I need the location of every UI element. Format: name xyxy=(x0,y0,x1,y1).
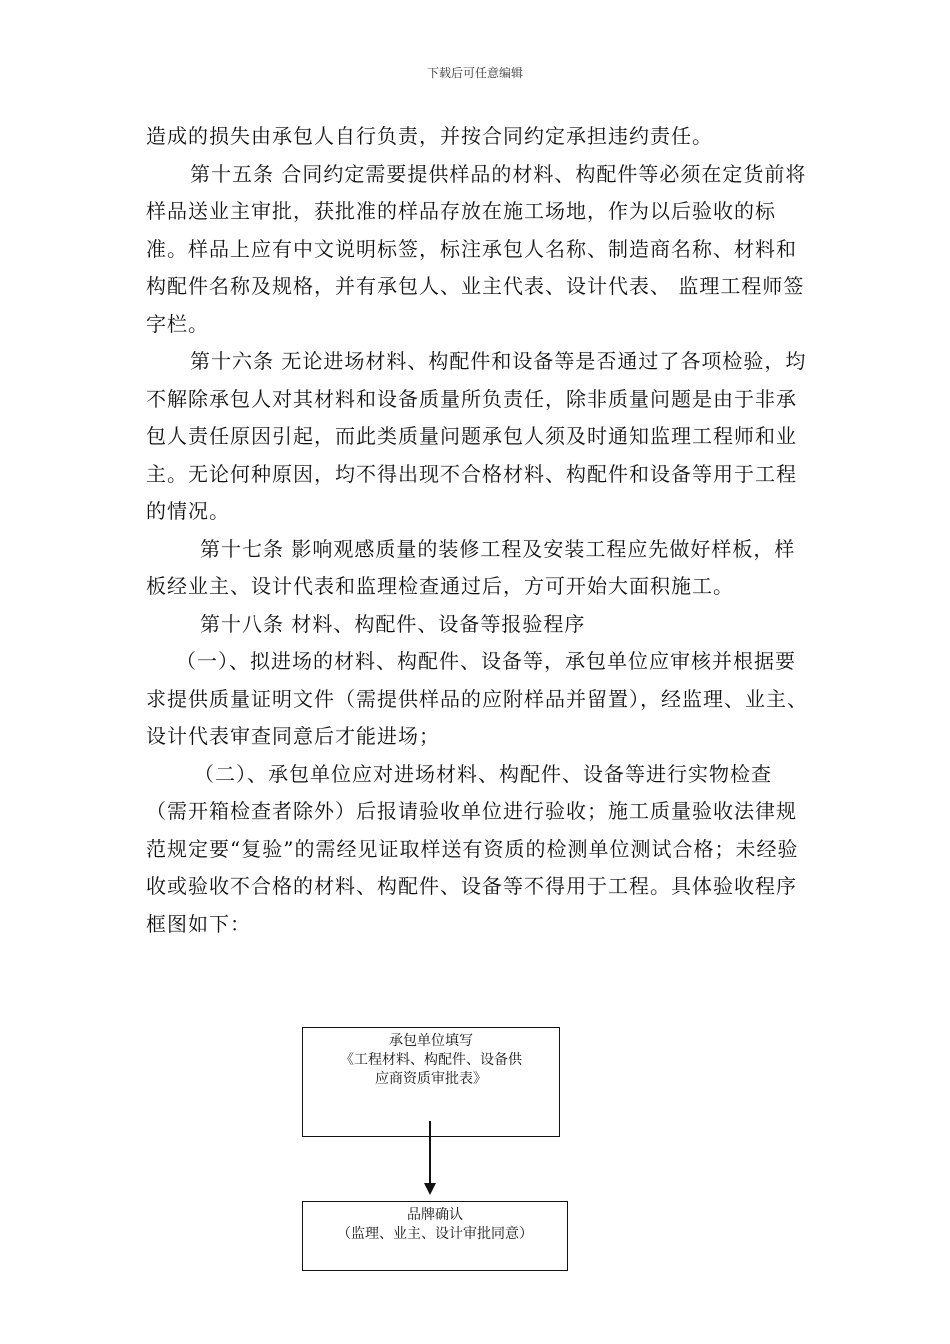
box1-line2: 《工程材料、构配件、设备供 xyxy=(340,1052,522,1068)
box1-line3: 应商资质审批表》 xyxy=(375,1071,487,1087)
paragraph-article-15: 第十五条 合同约定需要提供样品的材料、构配件等必须在定货前将样品送业主审批，获批准的样品存放在施工场地，作为以后验收的标准。样品上应有中文说明标签，标注承包人名称、制造商名称、材料和构配件名称及规格，并有承包人、业主代表、设计代表、 监理工程师签字栏。 xyxy=(146,161,807,336)
document-body xyxy=(146,118,808,943)
paragraph-item-2: （二）、承包单位应对进场材料、构配件、设备等进行实物检查（需开箱检查者除外）后报请验收单位进行验收；施工质量验收法律规范规定要“复验”的需经见证取样送有资质的检测单位测试合格；未经验收或验收不合格的材料、构配件、设备等不得用于工程。具体验收程序框图如下： xyxy=(146,761,799,936)
paragraph-article-18: 第十八条 材料、构配件、设备等报验程序 xyxy=(200,611,586,636)
flowchart-box-qualification-form xyxy=(302,1027,560,1137)
paragraph-item-1: （一）、拟进场的材料、构配件、设备等，承包单位应审核并根据要求提供质量证明文件（需提供样品的应附样品并留置），经监理、业主、设计代表审查同意后才能进场； xyxy=(146,649,808,748)
arrow-down-icon xyxy=(424,1183,436,1195)
page-header: 下载后可任意编辑 xyxy=(426,66,523,80)
paragraph-article-17: 第十七条 影响观感质量的装修工程及安装工程应先做好样板，样板经业主、设计代表和监理检查通过后，方可开始大面积施工。 xyxy=(146,536,796,598)
box2-line1: 品牌确认 xyxy=(407,1207,463,1223)
paragraph-continuation: 造成的损失由承包人自行负责，并按合同约定承担违约责任。 xyxy=(146,124,713,148)
flowchart-arrow-line xyxy=(429,1121,431,1187)
paragraph-article-16: 第十六条 无论进场材料、构配件和设备等是否通过了各项检验，均不解除承包人对其材料和设备质量所负责任，除非质量问题是由于非承包人责任原因引起，而此类质量问题承包人须及时通知监理工程师和业主。无论何种原因，均不得出现不合格材料、构配件和设备等用于工程的情况。 xyxy=(146,349,807,523)
flowchart-box-brand-confirmation xyxy=(302,1201,568,1271)
box1-line1: 承包单位填写 xyxy=(389,1033,473,1049)
box2-line2: （监理、业主、设计审批同意） xyxy=(337,1226,533,1242)
